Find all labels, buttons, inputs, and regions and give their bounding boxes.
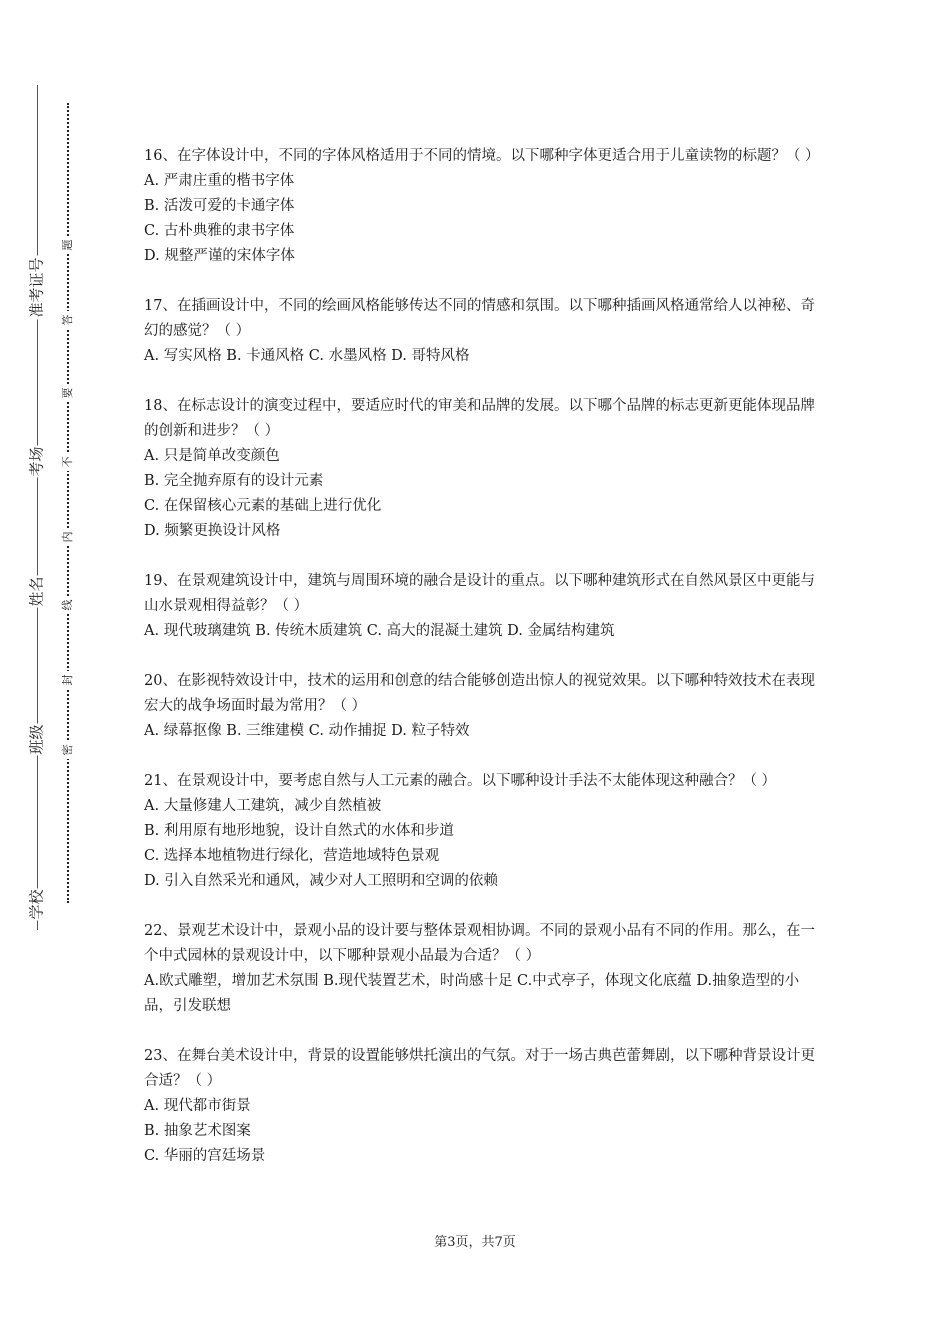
seal-dotted-line: [67, 103, 69, 903]
question-stem: 21、在景观设计中，要考虑自然与人工元素的融合。以下哪种设计手法不太能体现这种融合？（ ）: [144, 773, 777, 789]
question-stem: 23、在舞台美术设计中，背景的设置能够烘托演出的气氛。对于一场古典芭蕾舞剧，以下哪种背景设计更合适？（ ）: [144, 1048, 815, 1089]
binding-margin: [0, 0, 100, 1344]
answer-option: C. 在保留核心元素的基础上进行优化: [144, 498, 382, 514]
answer-option: D. 频繁更换设计风格: [144, 523, 281, 539]
answer-options-inline: A. 现代玻璃建筑 B. 传统木质建筑 C. 高大的混凝土建筑 D. 金属结构建筑: [144, 623, 615, 639]
question-16: [144, 144, 824, 269]
seal-char-5: 要: [60, 384, 76, 402]
seal-char-7: 题: [60, 236, 76, 254]
answer-option: A. 现代都市街景: [144, 1098, 251, 1114]
answer-option: C. 古朴典雅的隶书字体: [144, 223, 295, 239]
answer-options-inline: A. 写实风格 B. 卡通风格 C. 水墨风格 D. 哥特风格: [144, 348, 470, 364]
page-number: 第3页，共7页: [434, 1235, 516, 1250]
question-17: [144, 294, 824, 369]
answer-option: C. 华丽的宫廷场景: [144, 1148, 266, 1164]
question-23: [144, 1044, 824, 1169]
question-18: [144, 394, 824, 544]
field-label-2: 姓名: [27, 576, 46, 607]
page-footer: [0, 1231, 950, 1250]
question-stem: 18、在标志设计的演变过程中，要适应时代的审美和品牌的发展。以下哪个品牌的标志更新更能体现品牌的创新和进步？（ ）: [144, 398, 815, 439]
question-20: [144, 669, 824, 744]
question-stem: 22、景观艺术设计中，景观小品的设计要与整体景观相协调。不同的景观小品有不同的作用。那么，在一个中式园林的景观设计中，以下哪种景观小品最为合适？（ ）: [144, 923, 815, 964]
answer-option: A. 只是简单改变颜色: [144, 448, 280, 464]
field-label-4: 准考证号: [27, 257, 46, 318]
question-stem: 16、在字体设计中，不同的字体风格适用于不同的情境。以下哪种字体更适合用于儿童读物的标题？（ ）: [144, 148, 820, 164]
field-label-0: 学校: [27, 889, 46, 920]
seal-char-6: 答: [60, 311, 76, 329]
answer-option: B. 活泼可爱的卡通字体: [144, 198, 295, 214]
question-stem: 17、在插画设计中，不同的绘画风格能够传达不同的情感和氛围。以下哪种插画风格通常给人以神秘、奇幻的感觉？（ ）: [144, 298, 815, 339]
seal-char-1: 封: [60, 671, 76, 689]
seal-char-3: 内: [60, 528, 76, 546]
answer-option: B. 抽象艺术图案: [144, 1123, 251, 1139]
answer-option: C. 选择本地植物进行绿化，营造地域特色景观: [144, 848, 440, 864]
binding-solid-line: [37, 85, 38, 930]
answer-options-inline: A. 绿幕抠像 B. 三维建模 C. 动作捕捉 D. 粒子特效: [144, 723, 470, 739]
answer-options-inline: A.欧式雕塑，增加艺术氛围 B.现代装置艺术，时尚感十足 C.中式亭子，体现文化底蕴 D.抽象造型的小品，引发联想: [144, 973, 800, 1014]
seal-char-4: 不: [60, 453, 76, 471]
answer-option: A. 严肃庄重的楷书字体: [144, 173, 295, 189]
question-list: [144, 144, 824, 1194]
field-label-1: 班级: [27, 724, 46, 755]
answer-option: A. 大量修建人工建筑，减少自然植被: [144, 798, 382, 814]
seal-char-0: 密: [60, 741, 76, 759]
question-19: [144, 569, 824, 644]
seal-char-2: 线: [60, 596, 76, 614]
question-stem: 19、在景观建筑设计中，建筑与周围环境的融合是设计的重点。以下哪种建筑形式在自然风景区中更能与山水景观相得益彰？（ ）: [144, 573, 815, 614]
answer-option: B. 利用原有地形地貌，设计自然式的水体和步道: [144, 823, 454, 839]
question-21: [144, 769, 824, 894]
answer-option: D. 引入自然采光和通风，减少对人工照明和空调的依赖: [144, 873, 498, 889]
answer-option: D. 规整严谨的宋体字体: [144, 248, 295, 264]
question-22: [144, 919, 824, 1019]
question-stem: 20、在影视特效设计中，技术的运用和创意的结合能够创造出惊人的视觉效果。以下哪种特效技术在表现宏大的战争场面时最为常用？（ ）: [144, 673, 815, 714]
field-label-3: 考场: [27, 446, 46, 477]
answer-option: B. 完全抛弃原有的设计元素: [144, 473, 324, 489]
